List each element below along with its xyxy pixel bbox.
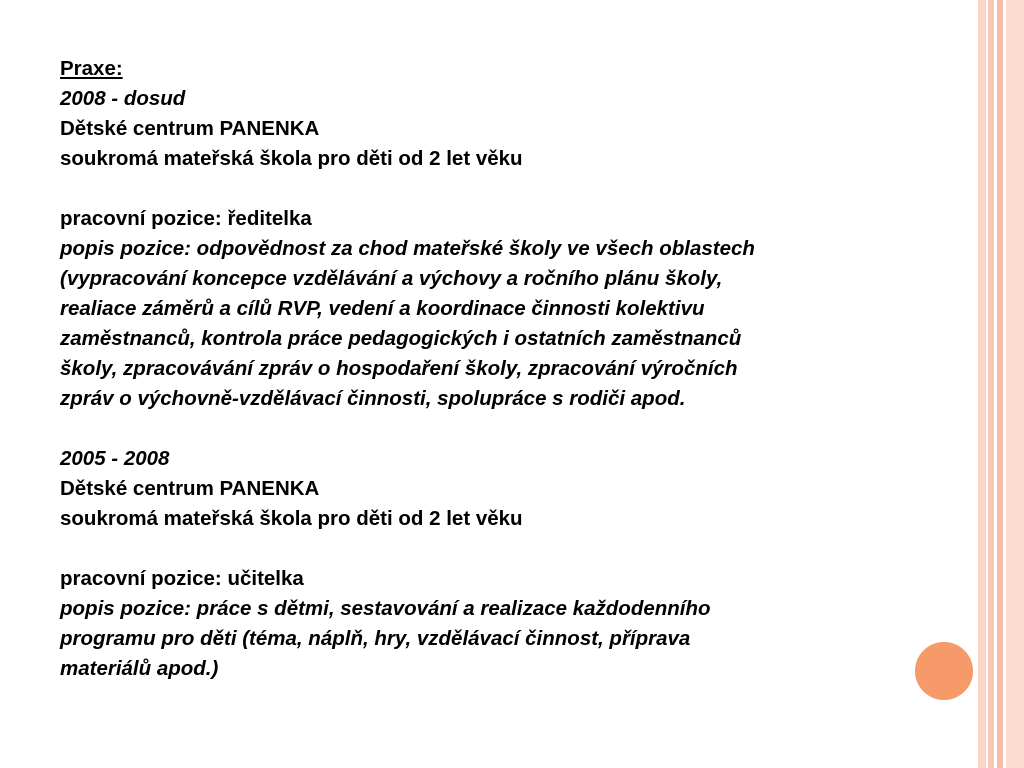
- job2-detail-line: programu pro děti (téma, náplň, hry, vzdělávací činnost, příprava: [60, 627, 691, 650]
- job2-period: 2005 - 2008: [60, 447, 170, 470]
- job2-detail-line: popis pozice: práce s dětmi, sestavování a realizace každodenního: [60, 597, 711, 620]
- spacer: [60, 174, 940, 204]
- job2-description: soukromá mateřská škola pro děti od 2 let věku: [60, 507, 523, 530]
- spacer: [60, 414, 940, 444]
- job1-detail-line: realiace záměrů a cílů RVP, vedení a koordinace činnosti kolektivu: [60, 297, 705, 320]
- job1-detail-line: zaměstnanců, kontrola práce pedagogických i ostatních zaměstnanců: [60, 327, 742, 350]
- job1-detail-line: školy, zpracovávání zpráv o hospodaření školy, zpracování výročních: [60, 357, 738, 380]
- spacer: [60, 534, 940, 564]
- slide-body: [60, 54, 940, 684]
- job1-detail-line: zpráv o výchovně-vzdělávací činnosti, spolupráce s rodiči apod.: [60, 387, 686, 410]
- job1-employer: Dětské centrum PANENKA: [60, 117, 320, 140]
- decorative-stripe: [978, 0, 986, 768]
- job2-employer: Dětské centrum PANENKA: [60, 477, 320, 500]
- job1-description: soukromá mateřská škola pro děti od 2 let věku: [60, 147, 523, 170]
- job1-period: 2008 - dosud: [60, 87, 186, 110]
- job1-detail-line: (vypracování koncepce vzdělávání a výchovy a ročního plánu školy,: [60, 267, 723, 290]
- job2-position: pracovní pozice: učitelka: [60, 567, 304, 590]
- job1-position: pracovní pozice: ředitelka: [60, 207, 312, 230]
- job2-detail-line: materiálů apod.): [60, 657, 219, 680]
- job1-detail-line: popis pozice: odpovědnost za chod mateřské školy ve všech oblastech: [60, 237, 755, 260]
- section-heading: Praxe:: [60, 57, 123, 80]
- decorative-stripe: [1006, 0, 1024, 768]
